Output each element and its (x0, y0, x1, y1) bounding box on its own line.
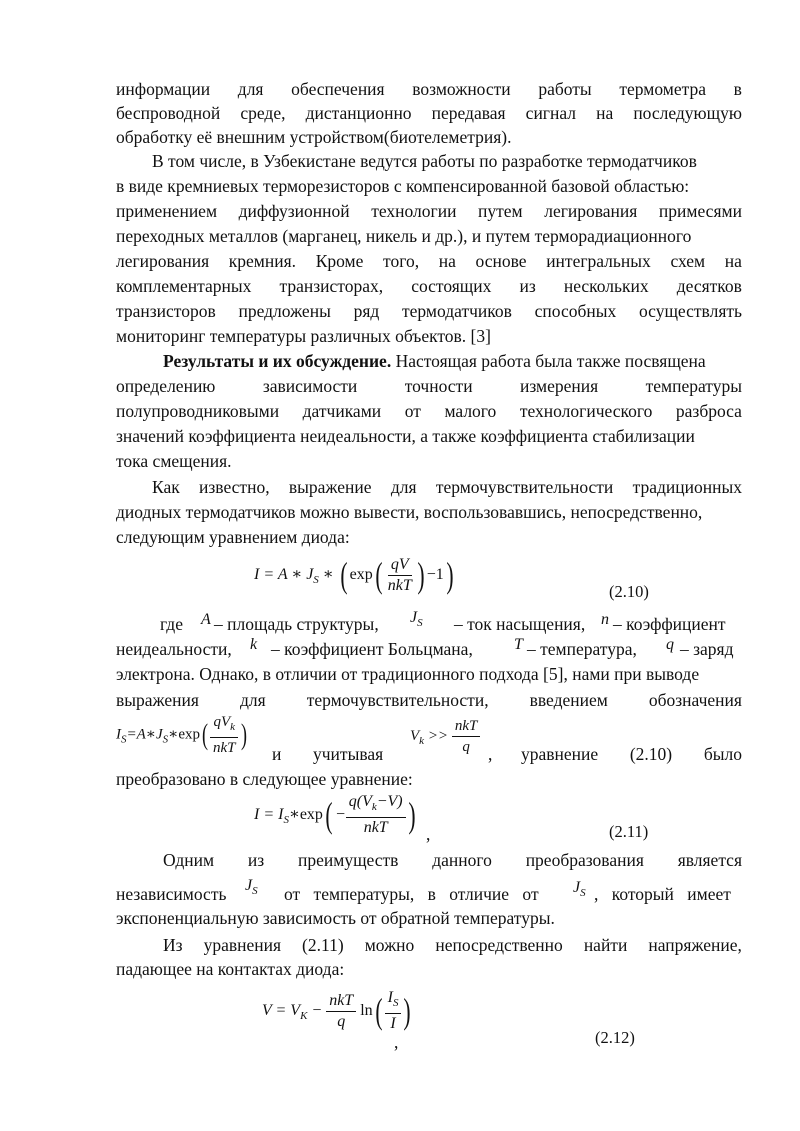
word: нескольких (563, 276, 649, 296)
word: преимуществ (298, 850, 399, 870)
math-symbol-A: A (201, 611, 211, 628)
word: непосредственно (435, 935, 563, 955)
text-run: , который имеет (594, 884, 731, 904)
word: состоящих (411, 276, 492, 296)
text-line: тока смещения. (116, 451, 232, 471)
word: датчиками (302, 401, 382, 421)
word: (2.10) (629, 744, 673, 764)
math-symbol-Js: $J_S$ (410, 609, 423, 630)
word: для (239, 690, 266, 710)
word: данного (432, 850, 492, 870)
word: среде, (240, 103, 286, 123)
text-line: мониторинг температуры различных объектов. [3] (116, 326, 491, 346)
equation-vk-condition: $V_k$ >> $\frac{\text{nkT}}{q}$ (410, 716, 480, 761)
word: того, (383, 251, 420, 271)
text-run: – температура, (527, 639, 637, 659)
word: диффузионной (238, 201, 350, 221)
word: от (404, 401, 421, 421)
word: (2.11) (302, 935, 344, 955)
word: термодатчиков (402, 301, 512, 321)
word: выражения (116, 690, 199, 710)
word: введением (529, 690, 608, 710)
text-line: В том числе, в Узбекистане ведутся работы по разработке термодатчиков (152, 151, 697, 171)
text-run: , (394, 1032, 399, 1052)
word: термочувствительности, (306, 690, 489, 710)
word: разброса (675, 401, 742, 421)
equation-is-definition: $I_S=A∗J_S∗\exp$( $\frac{qV_k}{\text{nkT}}$ ) (116, 714, 247, 756)
text-line: переходных металлов (марганец, никель и др.), и путем терморадиационного (116, 226, 692, 246)
word: способных (534, 301, 617, 321)
word: технологического (519, 401, 653, 421)
word: термочувствительности (435, 477, 614, 497)
text-run: учитывая (313, 744, 384, 764)
text-line (116, 299, 742, 323)
word: известно, (199, 477, 270, 497)
word: малого (444, 401, 497, 421)
word: предложены (238, 301, 331, 321)
word: сигнал (525, 103, 577, 123)
word: уравнения (203, 935, 282, 955)
section-heading-line (163, 349, 742, 373)
text-line (152, 475, 742, 499)
text-run: и (272, 744, 282, 764)
word: десятков (676, 276, 742, 296)
text-run: – коэффициент Больцмана, (271, 639, 473, 659)
word: транзисторах, (279, 276, 384, 296)
text-line: в виде кремниевых терморезисторов с компенсированной базовой областью: (116, 176, 690, 196)
text-line (163, 933, 742, 957)
section-heading: Результаты и их обсуждение. (163, 351, 392, 371)
word: интегральных (546, 251, 651, 271)
text-run: неидеальности, (116, 639, 232, 659)
word: возможности (412, 79, 511, 99)
text-run: , (488, 744, 493, 764)
word: определению (116, 376, 216, 396)
text-run: где (160, 614, 183, 634)
word: ряд (353, 301, 380, 321)
math-symbol-q: q (666, 636, 674, 653)
text-run: от температуры, в отличие от (284, 884, 539, 904)
text-line (163, 848, 742, 872)
text-line (116, 101, 742, 125)
text-line (521, 742, 742, 766)
word: измерения (520, 376, 599, 396)
word: транзисторов (116, 301, 216, 321)
word: является (677, 850, 742, 870)
math-symbol-Is: $J_S$ (245, 877, 258, 898)
word: примесями (658, 201, 742, 221)
word: дистанционно (305, 103, 412, 123)
word: для (390, 477, 417, 497)
word: можно (364, 935, 415, 955)
word: в (733, 79, 742, 99)
word: легирования (544, 201, 638, 221)
math-symbol-T: T (514, 636, 523, 653)
math-symbol-n: n (601, 611, 609, 628)
text-run: – ток насыщения, (454, 614, 586, 634)
word: комплементарных (116, 276, 252, 296)
word: последующую (633, 103, 742, 123)
text-line: следующим уравнением диода: (116, 527, 350, 547)
word: преобразования (525, 850, 644, 870)
word: Кроме (315, 251, 364, 271)
word: точности (404, 376, 473, 396)
equation-number: (2.10) (609, 582, 649, 601)
word: кремния. (228, 251, 297, 271)
text-run: – заряд (680, 639, 734, 659)
word: на (596, 103, 614, 123)
text-line: диодных термодатчиков можно вывести, воспользовавшись, непосредственно, (116, 502, 703, 522)
equation-2-11: $I = I_S∗\exp$( − $\frac{q(V_k-V)}{\text{nkT}}$ ) (254, 793, 416, 837)
word: Как (152, 477, 180, 497)
word: полупроводниковыми (116, 401, 280, 421)
text-line (116, 374, 742, 398)
text-line (116, 249, 742, 273)
word: найти (583, 935, 628, 955)
equation-number: (2.11) (609, 822, 649, 841)
word: традиционных (632, 477, 742, 497)
text-line: электрона. Однако, в отличии от традиционного подхода [5], нами при выводе (116, 664, 700, 684)
word: Из (163, 935, 183, 955)
word: Одним (163, 850, 215, 870)
word: работы (538, 79, 592, 99)
word: легирования (116, 251, 210, 271)
word: путем (478, 201, 523, 221)
text-line (116, 199, 742, 223)
equation-2-12: $V = V_K$ − $\frac{\text{nkT}}{q}$ ln( $\frac{I_S}{I}$ ) (262, 989, 412, 1033)
text-line: падающее на контактах диода: (116, 959, 345, 979)
word: температуры (645, 376, 742, 396)
text-line (116, 399, 742, 423)
word: основе (475, 251, 527, 271)
word: выражение (288, 477, 372, 497)
word: осуществлять (638, 301, 742, 321)
word: обозначения (648, 690, 742, 710)
text-line: экспоненциальную зависимость от обратной температуры. (116, 908, 555, 928)
word: из (247, 850, 265, 870)
word: технологии (371, 201, 457, 221)
word: для (237, 79, 264, 99)
text-run: , (426, 824, 431, 844)
text-line: преобразовано в следующее уравнение: (116, 769, 413, 789)
word: на (724, 251, 742, 271)
equation-2-10: I = A ∗ $J_S$ ∗ ( exp( $\frac{qV}{\text{nkT}}$ ) −1) (254, 555, 454, 596)
word: применением (116, 201, 218, 221)
text-run: – коэффициент (613, 614, 726, 634)
word: уравнение (521, 744, 599, 764)
word: информации (116, 79, 211, 99)
text-line: обработку её внешним устройством(биотелеметрия). (116, 127, 512, 147)
text-run: – площадь структуры, (214, 614, 379, 634)
word: на (438, 251, 456, 271)
math-symbol-Js: $J_S$ (573, 879, 586, 900)
text-run: независимость (116, 884, 227, 904)
text-line: значений коэффициента неидеальности, а также коэффициента стабилизации (116, 426, 695, 446)
word: передавая (431, 103, 506, 123)
text-run: Настоящая работа была также посвящена (391, 351, 706, 371)
text-line (116, 688, 742, 712)
word: схем (670, 251, 706, 271)
word: термометра (619, 79, 706, 99)
word: зависимости (262, 376, 358, 396)
equation-number: (2.12) (595, 1028, 635, 1047)
math-symbol-k: k (250, 636, 258, 653)
word: беспроводной (116, 103, 221, 123)
text-line (116, 77, 742, 101)
text-line (116, 274, 742, 298)
word: обеспечения (291, 79, 385, 99)
word: было (703, 744, 742, 764)
word: напряжение, (648, 935, 742, 955)
word: из (519, 276, 536, 296)
